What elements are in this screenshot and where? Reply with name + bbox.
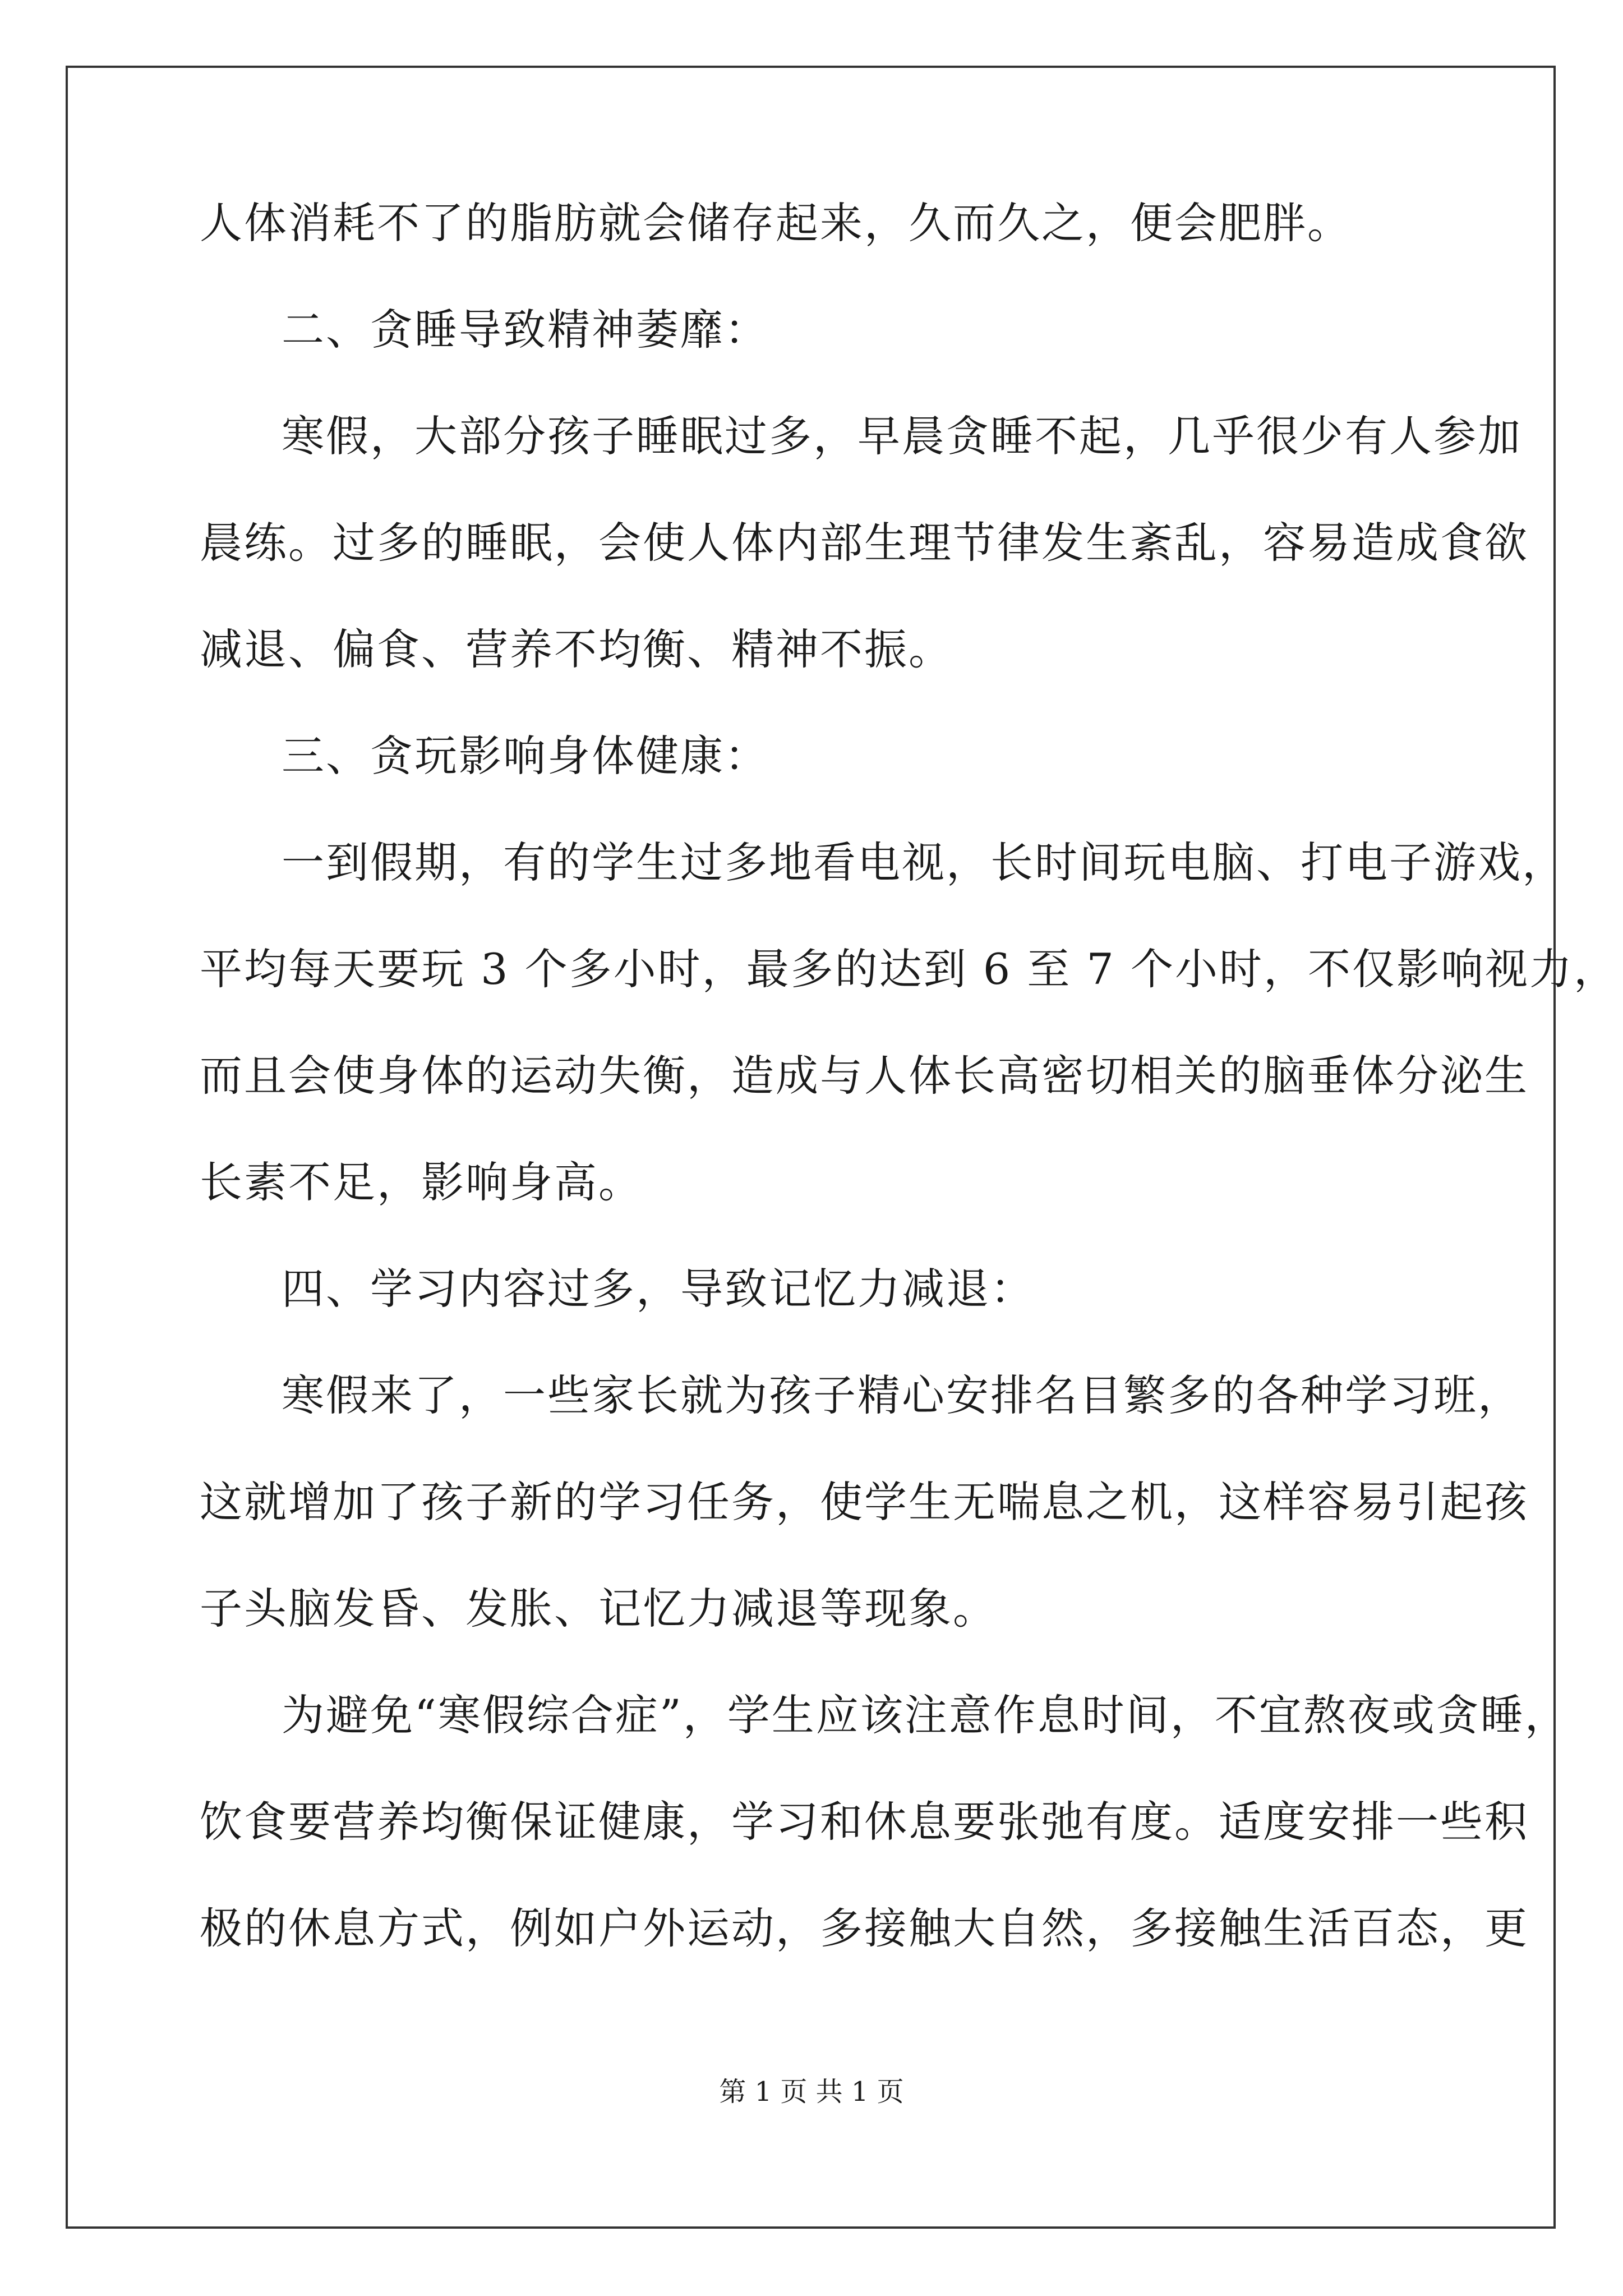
text-line: 减退、偏食、营养不均衡、精神不振。	[200, 624, 953, 674]
text-line: 这就增加了孩子新的学习任务，使学生无喘息之机，这样容易引起孩	[200, 1477, 1529, 1527]
text-line: 晨练。过多的睡眠，会使人体内部生理节律发生紊乱，容易造成食欲	[200, 518, 1529, 568]
text-line: 一到假期，有的学生过多地看电视，长时间玩电脑、打电子游戏，	[282, 838, 1566, 887]
text-line: 极的休息方式，例如户外运动，多接触大自然，多接触生活百态，更	[200, 1903, 1529, 1953]
section-heading: 三、贪玩影响身体健康：	[282, 731, 769, 781]
page-footer: 第 1 页 共 1 页	[719, 2076, 904, 2108]
section-heading: 四、学习内容过多，导致记忆力减退：	[282, 1264, 1035, 1314]
text-line: 平均每天要玩 3 个多小时，最多的达到 6 至 7 个小时，不仅影响视力，	[200, 944, 1619, 994]
text-line: 而且会使身体的运动失衡，造成与人体长高密切相关的脑垂体分泌生	[200, 1051, 1529, 1101]
text-line: 人体消耗不了的脂肪就会储存起来，久而久之，便会肥胖。	[200, 198, 1352, 248]
section-heading: 二、贪睡导致精神萎靡：	[282, 305, 769, 355]
text-line: 子头脑发昏、发胀、记忆力减退等现象。	[200, 1584, 997, 1634]
text-line: 寒假，大部分孩子睡眠过多，早晨贪睡不起，几乎很少有人参加	[282, 411, 1522, 461]
text-line: 饮食要营养均衡保证健康，学习和休息要张弛有度。适度安排一些积	[200, 1797, 1529, 1847]
text-line: 长素不足，影响身高。	[200, 1157, 643, 1207]
text-line: 寒假来了，一些家长就为孩子精心安排名目繁多的各种学习班，	[282, 1370, 1522, 1420]
text-line: 为避免“寒假综合症”，学生应该注意作息时间，不宜熬夜或贪睡，	[282, 1690, 1569, 1740]
